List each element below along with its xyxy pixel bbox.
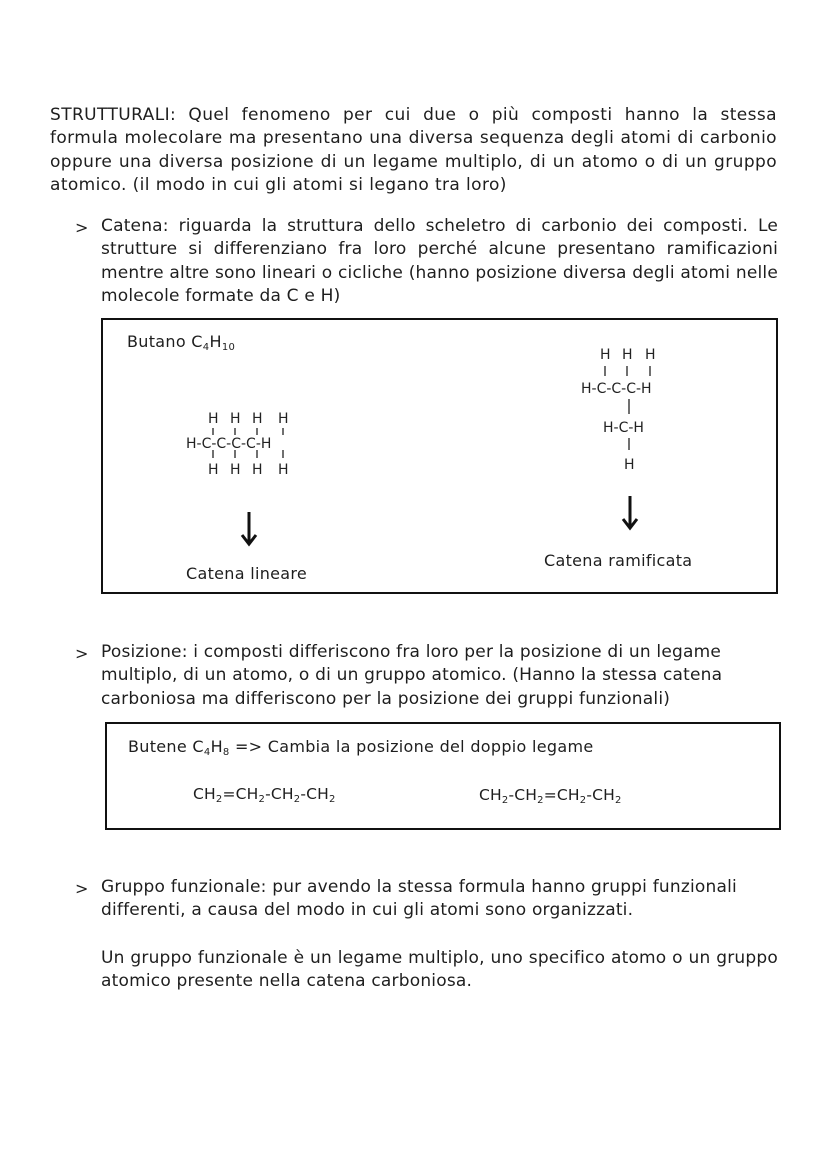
butene-title: Butene $C_4H_8$ => Cambia la posizione del doppio legame bbox=[128, 737, 594, 758]
svg-text:H-C-C-C-H: H-C-C-C-H bbox=[581, 381, 652, 397]
posizione-box bbox=[105, 722, 781, 830]
butano-title: Butano $C_4H_{10}$ bbox=[127, 332, 236, 353]
down-arrow-icon bbox=[620, 494, 640, 532]
down-arrow-icon bbox=[239, 510, 259, 548]
linear-h-bottom-row bbox=[208, 462, 289, 478]
svg-text:H: H bbox=[252, 411, 263, 427]
catena-box bbox=[101, 318, 778, 594]
catena-paragraph: Catena: riguarda la struttura dello scheletro di carbonio dei composti. Le strutture si differenziano fra loro perché alcune presentano ramificazioni mentre altre sono lineari o cicliche (hanno posizione diversa degli atomi nelle molecole formate da C e H) bbox=[101, 216, 778, 306]
svg-text:H: H bbox=[600, 347, 611, 363]
butene-formula-2: $CH_2-CH_2=CH_2-CH_2$ bbox=[479, 786, 622, 806]
gruppo-definition: Un gruppo funzionale è un legame multiplo, uno specifico atomo o un gruppo atomico presente nella catena carboniosa. bbox=[101, 948, 778, 992]
linear-caption: Catena lineare bbox=[186, 564, 308, 583]
svg-text:H: H bbox=[278, 411, 289, 427]
svg-text:H: H bbox=[624, 457, 635, 473]
bullet-marker: > bbox=[75, 644, 89, 663]
branched-caption: Catena ramificata bbox=[544, 551, 693, 570]
butene-formula-1: $CH_2=CH_2-CH_2-CH_2$ bbox=[193, 785, 336, 805]
svg-text:H: H bbox=[278, 462, 289, 478]
svg-text:H: H bbox=[208, 411, 219, 427]
svg-text:H: H bbox=[230, 411, 241, 427]
svg-text:H: H bbox=[645, 347, 656, 363]
svg-text:H: H bbox=[208, 462, 219, 478]
linear-h-top-row bbox=[208, 411, 289, 427]
bullet-marker: > bbox=[75, 879, 89, 898]
svg-text:H: H bbox=[252, 462, 263, 478]
linear-chain-row: H-C-C-C-C-H bbox=[186, 436, 272, 452]
svg-text:H-C-H: H-C-H bbox=[603, 420, 644, 436]
bullet-marker: > bbox=[75, 218, 89, 237]
linear-butane-structure bbox=[183, 408, 313, 480]
intro-paragraph: STRUTTURALI: Quel fenomeno per cui due o più composti hanno la stessa formula molecolare ma presentano una diversa sequenza degli atomi di carbonio oppure una diversa posizione di un legame multiplo, di un atomo o di un gruppo atomico. (il modo in cui gli atomi si legano tra loro) bbox=[50, 105, 777, 195]
svg-text:H: H bbox=[622, 347, 633, 363]
branched-structure bbox=[578, 342, 688, 478]
svg-text:H: H bbox=[230, 462, 241, 478]
posizione-paragraph: Posizione: i composti differiscono fra loro per la posizione di un legame multiplo, di un atomo, o di un gruppo atomico. (Hanno la stessa catena carboniosa ma differiscono per la posizione dei gruppi funzionali) bbox=[101, 642, 723, 709]
gruppo-paragraph: Gruppo funzionale: pur avendo la stessa formula hanno gruppi funzionali differenti, a causa del modo in cui gli atomi sono organizzati. bbox=[101, 877, 737, 921]
